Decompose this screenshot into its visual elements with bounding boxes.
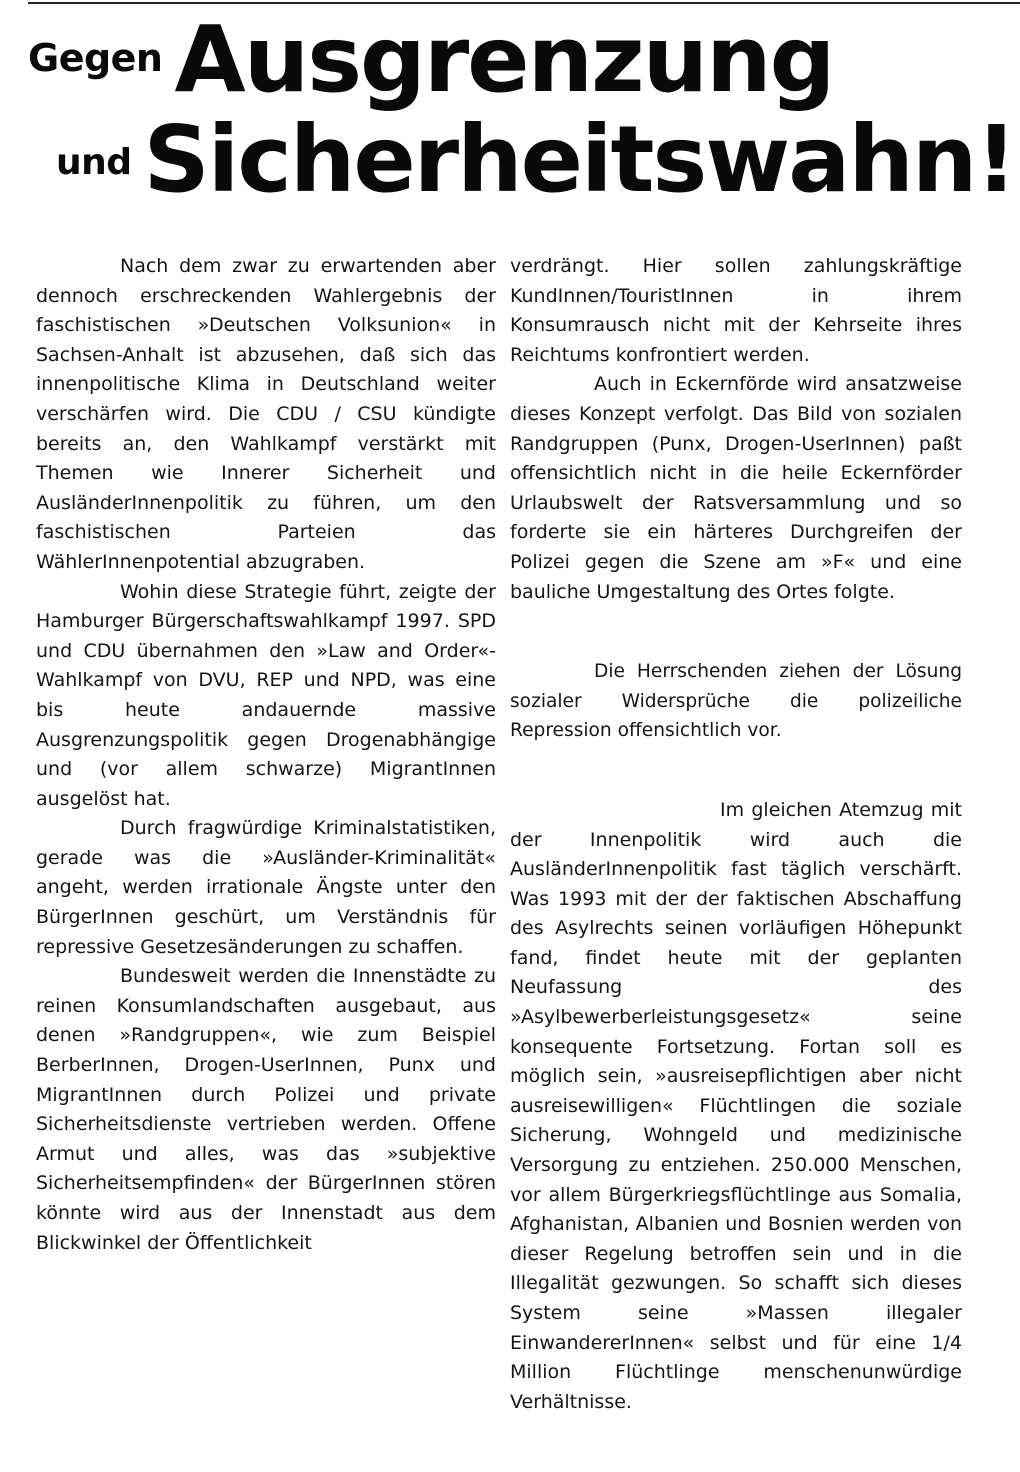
headline-word-und: und — [56, 142, 132, 183]
headline-word-gegen: Gegen — [28, 36, 163, 80]
paragraph-bundesweit: Bundesweit werden die Innenstädte zu reinen Konsumlandschaften ausgebaut, aus denen »Randgruppen«, wie zum Beispiel BerberInnen, Drogen-UserInnen, Punx und MigrantInnen durch Polizei und private Sicherheitsdienste vertrieben werden. Offene Armut und alles, was das »subjektive Sicherheitsempfinden« der BürgerInnen stören könnte wird aus der Innenstadt aus dem Blickwinkel der Öffentlichkeit — [36, 965, 496, 1254]
paragraph-eckernfoerde: Auch in Eckernförde wird ansatzweise dieses Konzept verfolgt. Das Bild von sozialen Randgruppen (Punx, Drogen-UserInnen) paßt offensichtlich nicht in die heile Eckernförder Urlaubswelt der Ratsversammlung und so forderte sie ein härteres Durchgreifen der Polizei gegen die Szene am »F« und eine bauliche Umgestaltung des Ortes folgte. — [510, 373, 962, 603]
headline-line-1 — [28, 6, 834, 113]
headline-word-sicherheitswahn: Sicherheitswahn! — [143, 106, 1016, 213]
paragraph-verdraengt: verdrängt. Hier sollen zahlungskräftige KundInnen/TouristInnen in ihrem Konsumrausch nicht mit der Kehrseite ihres Reichtums konfrontiert werden. — [510, 255, 962, 366]
headline-word-ausgrenzung: Ausgrenzung — [174, 6, 834, 113]
paragraph-auslaenderpolitik: Im gleichen Atemzug mit der Innenpolitik wird auch die AusländerInnenpolitik fast täglich verschärft. Was 1993 mit der der faktischen Abschaffung des Asylrechts seinen vorläufigen Höhepunkt fand, findet heute mit der geplanten Neufassung des »Asylbewerberleistungsgesetz« seine konsequente Fortsetzung. Fortan soll es möglich sein, »ausreisepflichtigen aber nicht ausreisewilligen« Flüchtlingen die soziale Sicherung, Wohngeld und medizinische Versorgung zu entziehen. 250.000 Menschen, vor allem Bürgerkriegsflüchtlinge aus Somalia, Afghanistan, Albanien und Bosnien werden von dieser Regelung betroffen sein und in die Illegalität gezwungen. So schafft sich dieses System seine »Massen illegaler EinwandererInnen« selbst und für eine 1/4 Million Flüchtlinge menschenunwürdige Verhältnisse. — [510, 798, 962, 1413]
paragraph-herrschende: Die Herrschenden ziehen der Lösung sozialer Widersprüche die polizeiliche Repression offensichtlich vor. — [510, 661, 962, 742]
headline — [28, 6, 1016, 224]
paragraph-kriminalstatistiken: Durch fragwürdige Kriminalstatistiken, gerade was die »Ausländer-Kriminalität« angeht, werden irrationale Ängste unter den BürgerInnen geschürt, um Verständnis für repressive Gesetzesänderungen zu schaffen. — [36, 817, 496, 958]
top-rule — [28, 2, 1020, 4]
article-right-column — [510, 252, 962, 1417]
paragraph-strategie: Wohin diese Strategie führt, zeigte der Hamburger Bürgerschaftswahlkampf 1997. SPD und CDU übernahmen den »Law and Order«-Wahlkampf von DVU, REP und NPD, was eine bis heute andauernde massive Ausgrenzungspolitik gegen Drogenabhängige und (vor allem schwarze) MigrantInnen ausgelöst hat. — [36, 580, 496, 810]
paragraph-wahlergebnis: Nach dem zwar zu erwartenden aber dennoch erschreckenden Wahlergebnis der faschistischen »Deutschen Volksunion« in Sachsen-Anhalt ist abzusehen, daß sich das innenpolitische Klima in Deutschland weiter verschärfen wird. Die CDU / CSU kündigte bereits an, den Wahlkampf verstärkt mit Themen wie Innerer Sicherheit und AusländerInnenpolitik zu führen, um den faschistischen Parteien das WählerInnenpotential abzugraben. — [36, 255, 496, 573]
headline-line-2 — [56, 106, 1016, 213]
article-left-column — [36, 252, 496, 1258]
